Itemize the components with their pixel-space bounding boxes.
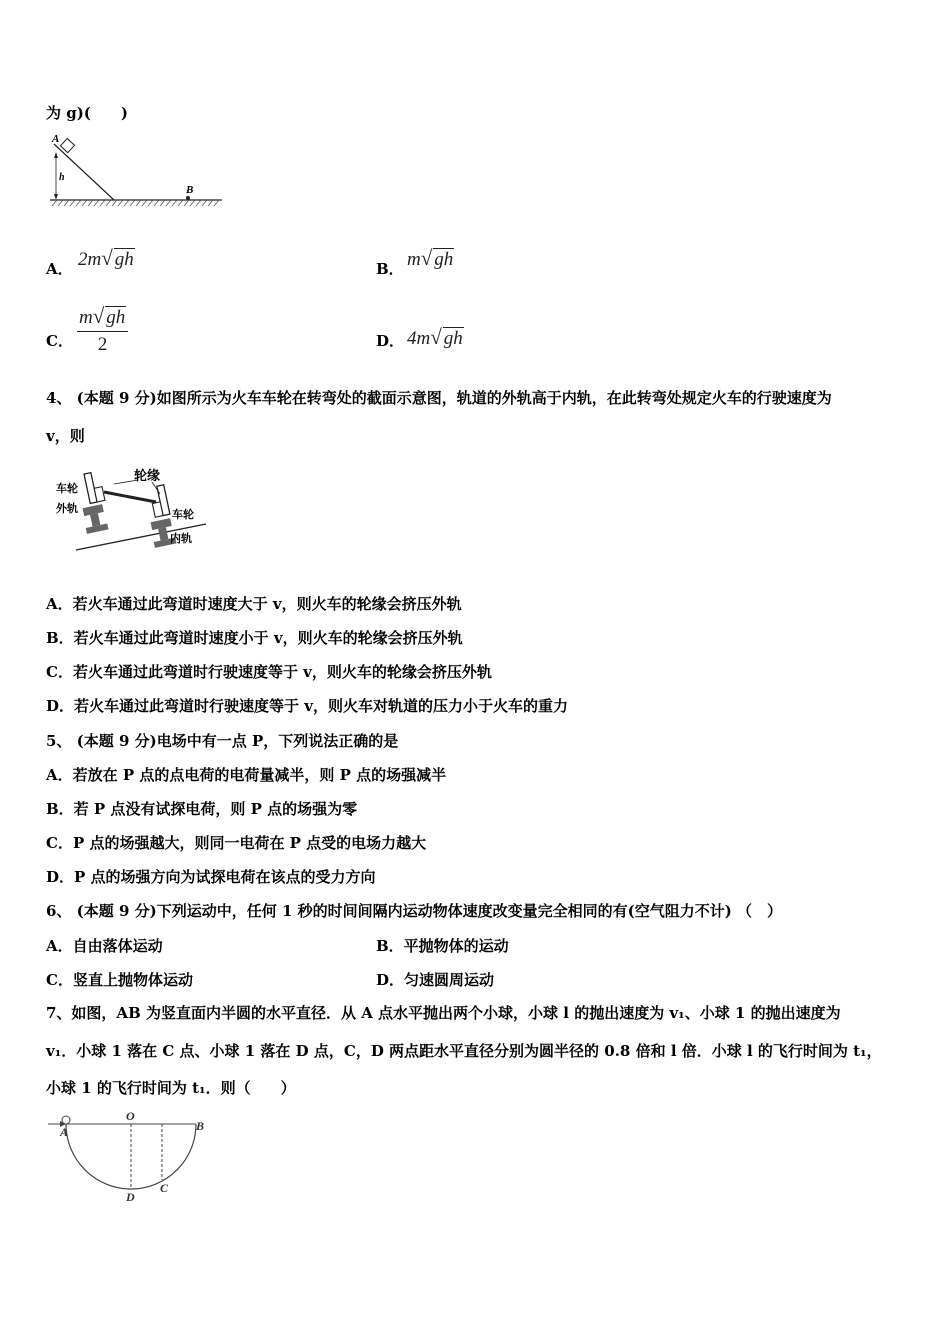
q4-option-b: B．若火车通过此弯道时速度小于 v，则火车的轮缘会挤压外轨 (46, 629, 463, 647)
incline-label-a: A (52, 133, 60, 145)
incline-label-b: B (186, 184, 194, 196)
q3-option-b-math: m√ gh (407, 246, 454, 270)
label-chelun-right: 车轮 (172, 509, 194, 521)
semi-label-a: A (60, 1125, 69, 1139)
q7-stem-line3: 小球 1 的飞行时间为 t₁．则（ ） (46, 1079, 296, 1097)
q5-option-c: C．P 点的场强越大，则同一电荷在 P 点受的电场力越大 (46, 834, 427, 852)
q3-option-b-letter: B． (376, 260, 404, 278)
train-wheel-figure (56, 462, 216, 554)
q3-option-d-math: 4m√ gh (407, 325, 463, 349)
q7-stem-line2: v₁．小球 1 落在 C 点、小球 1 落在 D 点，C，D 两点距水平直径分别为圆半径的 0.8 倍和 l 倍．小球 l 的飞行时间为 t₁， (46, 1042, 882, 1060)
q7-stem-line1: 7、如图，AB 为竖直面内半圆的水平直径．从 A 点水平抛出两个小球，小球 l 的抛出速度为 v₁、小球 1 的抛出速度为 (46, 1004, 841, 1022)
q5-option-d: D．P 点的场强方向为试探电荷在该点的受力方向 (46, 868, 376, 886)
label-waigui: 外轨 (56, 503, 78, 515)
semi-label-d: D (126, 1190, 135, 1204)
label-chelun-left: 车轮 (56, 483, 78, 495)
q6-option-a: A．自由落体运动 (46, 937, 163, 955)
semi-label-o: O (126, 1109, 135, 1123)
q4-stem-line1: 4、 (本题 9 分)如图所示为火车车轮在转弯处的截面示意图，轨道的外轨高于内轨，在此转弯处规定火车的行驶速度为 (46, 389, 832, 407)
q4-option-a: A．若火车通过此弯道时速度大于 v，则火车的轮缘会挤压外轨 (46, 595, 462, 613)
q3-option-d-letter: D． (376, 332, 405, 350)
semicircle-figure (44, 1108, 214, 1204)
incline-label-h: h (59, 172, 65, 183)
label-neigui: 内轨 (170, 533, 192, 545)
q5-stem: 5、 (本题 9 分)电场中有一点 P，下列说法正确的是 (46, 732, 399, 750)
q6-option-d: D．匀速圆周运动 (376, 971, 495, 989)
q6-option-c: C．竖直上抛物体运动 (46, 971, 193, 989)
q3-stem-tail: 为 g)( ) (46, 104, 129, 122)
incline-figure (44, 130, 229, 212)
semi-label-c: C (160, 1181, 169, 1195)
q3-option-a-math: 2m√ gh (78, 246, 134, 270)
q6-option-b: B．平抛物体的运动 (376, 937, 509, 955)
q4-option-d: D．若火车通过此弯道时行驶速度等于 v，则火车对轨道的压力小于火车的重力 (46, 697, 568, 715)
q3-option-a-letter: A． (46, 260, 73, 278)
q3-option-c-letter: C． (46, 332, 73, 350)
q3-option-c-math: $\frac{m√ gh}{2}$ (77, 304, 128, 356)
q4-option-c: C．若火车通过此弯道时行驶速度等于 v，则火车的轮缘会挤压外轨 (46, 663, 492, 681)
q4-stem-line2: v，则 (46, 427, 85, 445)
q6-stem: 6、 (本题 9 分)下列运动中，任何 1 秒的时间间隔内运动物体速度改变量完全相同的有(空气阻力不计) （ ） (46, 902, 783, 920)
semi-label-b: B (196, 1119, 205, 1133)
label-lunyuan: 轮缘 (134, 468, 161, 483)
q5-option-b: B．若 P 点没有试探电荷，则 P 点的场强为零 (46, 800, 358, 818)
q5-option-a: A．若放在 P 点的点电荷的电荷量减半，则 P 点的场强减半 (46, 766, 447, 784)
